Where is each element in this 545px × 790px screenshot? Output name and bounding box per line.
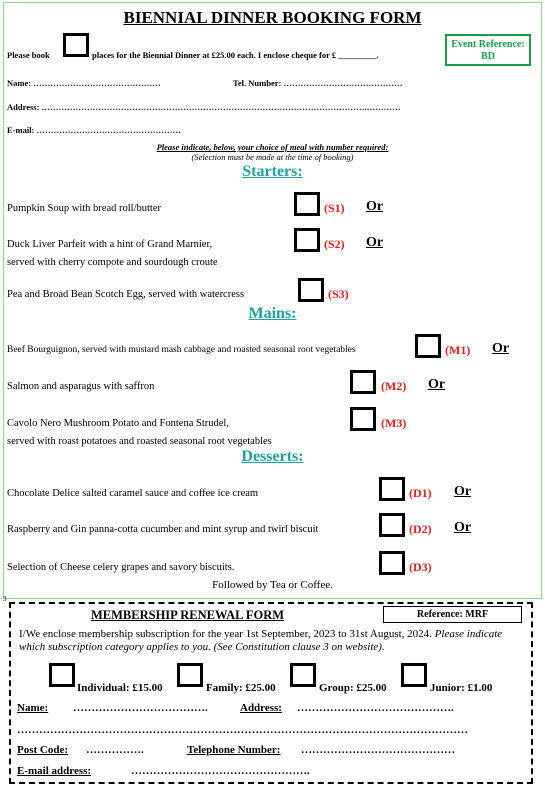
membership-instructions-italic: Please indicate which subscription category applies to you. (See Constitution clause 3 on website). [19, 628, 503, 653]
member-address-label: Address: [240, 702, 282, 714]
member-phone-field[interactable]: …………………………………… [301, 744, 455, 756]
member-postcode-field[interactable]: ……………. [86, 744, 144, 756]
starters-heading: Starters: [242, 163, 303, 180]
dessert-d2-box[interactable] [379, 513, 405, 537]
category-junior-label: Junior: £1.00 [430, 682, 493, 694]
starter-s2-text-2: served with cherry compote and sourdough croute [7, 257, 218, 268]
category-individual-label: Individual: £15.00 [77, 682, 163, 694]
page-marker: 3 [3, 595, 7, 603]
or-label: Or [454, 520, 472, 535]
starter-s3-box[interactable] [298, 278, 324, 302]
main-m3-text-2: served with roast potatoes and roasted seasonal root vegetables [7, 436, 272, 447]
membership-title: MEMBERSHIP RENEWAL FORM [91, 608, 285, 622]
dessert-d1-box[interactable] [379, 477, 405, 501]
starter-s1-box[interactable] [294, 192, 320, 216]
starter-s2-text: Duck Liver Parfeit with a hint of Grand Marnier, [7, 239, 213, 250]
mains-heading: Mains: [248, 305, 297, 322]
starter-s3-code: (S3) [328, 287, 349, 301]
member-email-label: E-mail address: [17, 765, 92, 777]
starter-s3-text: Pea and Broad Bean Scotch Egg, served with watercress [7, 289, 245, 300]
places-count-box[interactable] [63, 33, 89, 57]
event-reference-box [445, 34, 531, 66]
main-m3-code: (M3) [381, 416, 407, 430]
main-m3-box[interactable] [350, 407, 376, 431]
category-individual-box[interactable] [49, 663, 75, 687]
category-group-label: Group: £25.00 [319, 682, 387, 694]
selection-note: (Selection must be made at the time of booking) [191, 152, 354, 162]
starter-s2-code: (S2) [324, 237, 345, 251]
member-address-field-2[interactable]: …………………………………………………………………………………………………………… [17, 724, 468, 736]
starter-s1-text: Pumpkin Soup with bread roll/butter [7, 203, 161, 214]
main-m3-text: Cavolo Nero Mushroom Potato and Fontena Strudel, [7, 418, 229, 429]
category-group-box[interactable] [290, 663, 316, 687]
book-suffix: places for the Biennial Dinner at £25.00 each. I enclose cheque for £ _________. [92, 50, 379, 60]
category-junior-box[interactable] [401, 663, 427, 687]
main-m2-code: (M2) [381, 379, 407, 393]
starter-s1-code: (S1) [324, 201, 345, 215]
event-ref-label: Event Reference: [451, 39, 525, 50]
membership-renewal-form [9, 602, 533, 784]
main-m1-code: (M1) [445, 343, 471, 357]
category-family-label: Family: £25.00 [206, 682, 276, 694]
or-label: Or [428, 377, 446, 392]
followed-by-note: Followed by Tea or Coffee. [212, 579, 333, 591]
tel-field[interactable]: Tel. Number: …………………………………… [233, 78, 403, 88]
membership-instructions [19, 628, 524, 654]
dessert-d3-box[interactable] [379, 551, 405, 575]
dessert-d1-text: Chocolate Delice salted caramel sauce and coffee ice cream [7, 488, 259, 499]
dessert-d3-code: (D3) [409, 560, 432, 574]
email-field[interactable]: E-mail: …………………………………………… [7, 125, 182, 135]
or-label: Or [366, 235, 384, 250]
address-field[interactable]: Address: …………………………………………………………………………………………………….………… [7, 102, 401, 112]
main-m2-text: Salmon and asparagus with saffron [7, 381, 155, 392]
desserts-heading: Desserts: [241, 448, 304, 465]
membership-instructions-plain: I/We enclose membership subscription for the year 1st September, 2023 to 31st August, 2024. [19, 628, 432, 640]
form-title: BIENNIAL DINNER BOOKING FORM [123, 8, 422, 27]
dessert-d3-text: Selection of Cheese celery grapes and savory biscuits. [7, 562, 235, 573]
dessert-d2-code: (D2) [409, 522, 432, 536]
starter-s2-box[interactable] [294, 228, 320, 252]
member-phone-label: Telephone Number: [187, 744, 281, 756]
member-email-field[interactable]: …………………………………………. [131, 765, 310, 777]
event-ref-value: BD [481, 51, 495, 62]
main-m1-box[interactable] [415, 334, 441, 358]
book-prefix: Please book [7, 50, 50, 60]
member-name-field[interactable]: ………………………………. [73, 702, 208, 714]
dessert-d2-text: Raspberry and Gin panna-cotta cucumber and mint syrup and twirl biscuit [7, 524, 319, 535]
or-label: Or [366, 199, 384, 214]
or-label: Or [492, 341, 510, 356]
main-m1-text: Beef Bourguignon, served with mustard mash cabbage and roasted seasonal root vegetables [7, 345, 356, 355]
member-address-field[interactable]: ……………………………………. [297, 702, 454, 714]
member-postcode-label: Post Code: [17, 744, 69, 756]
category-family-box[interactable] [177, 663, 203, 687]
membership-reference: Reference: MRF [383, 606, 522, 623]
or-label: Or [454, 484, 472, 499]
meal-choice-instruction: Please indicate, below, your choice of meal with number required: [156, 142, 389, 152]
main-m2-box[interactable] [350, 370, 376, 394]
dessert-d1-code: (D1) [409, 486, 432, 500]
member-name-label: Name: [17, 702, 49, 714]
name-field[interactable]: Name: ……………………………………… [7, 78, 161, 88]
